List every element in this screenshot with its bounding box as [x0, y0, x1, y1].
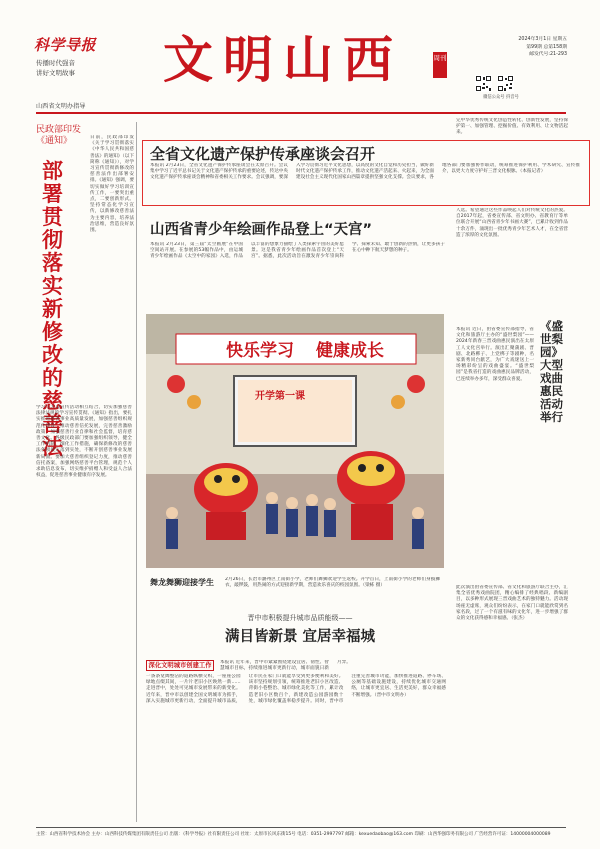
newspaper-logo: 科学导报: [34, 36, 97, 54]
slogan-line: 讲好文明故事: [36, 69, 75, 77]
left-article-headline: 部署贯彻落实新修改的慈善法: [42, 159, 63, 459]
left-article-body-continued: 学习与大众宣传活动相互结合，切实加强慈善法律法规的学习宣传贯彻。《通知》指出，要扎实推进慈善事业高质量发展，加强慈善组织规范化建设，推动慈善信托发展，完善慈善激励政策，加强慈善行业自律和社会监督，培育慈善文化。各级民政部门要加强组织领导，健全工作机制，细化工作措施，确保新修改的慈善法各项规定落到实处，不断开创慈善事业发展新局面。要加大慈善组织登记力度，推动慈善信托备案，加强网络慈善平台管理，规范个人求助信息发布，切实维护捐赠人和受益人合法权益，促进慈善事业健康有序发展。: [36, 405, 132, 479]
issue-date: 2024年3月1日 星期五: [518, 37, 567, 42]
issue-code: 邮发代号:21-293: [529, 52, 567, 58]
screen-text: 开学第一课: [255, 391, 305, 402]
qr-code-icon: [497, 75, 514, 92]
right-column-text: 完中华优秀传统文化创造性转化、创新性发展，坚持保护第一、加强管理、挖掘价值、有效利用、让文物活起来。: [456, 118, 568, 136]
bottom-article-body: 一条条宽阔整洁的道路纵横交织，一座座公园绿地点缀其间，一片片老旧小区焕然一新……走进晋中，处处可见城市发展带来的新变化。近年来，晋中市以创建全国文明城市为抓手，深入实施城市更新行动，全面提升城市品质，让市民在家门口就能享受到更多便利和美好。该市坚持规划引领，统筹推进老旧小区改造、背街小巷整治、城市绿化美化等工作，累计改造老旧小区数百个，新建改造公园游园数十处，城市绿化覆盖率稳步提升。同时，晋中市注重完善城市功能，加快推进道路、停车场、公厕等基础设施建设，持续优化城市交通网络，让城市更宜居、生活更美好，群众幸福感不断增强。（晋中市文明办）: [146, 674, 446, 704]
youth-article-headline: 山西省青少年绘画作品登上“天宫”: [150, 222, 373, 238]
kicker-line: 《通知》: [36, 136, 73, 146]
banner-right: 健康成长: [316, 341, 384, 361]
left-article-body: 日前，民政部印发《关于学习贯彻落实《中华人民共和国慈善法》的通知》（以下简称《通知》），对学习宣传贯彻新修改的慈善法作出部署安排。《通知》强调，要切实做好学习培训宣传工作，一要突出重点，二要创新形式。坚持常态化学习宣传，以新修改慈善法为主要内容，培养法治思维，营造良好氛围。: [90, 135, 134, 234]
section-label: 深化文明城市创建工作: [146, 660, 214, 671]
bottom-article-headline: 满目皆新景 宜居幸福城: [224, 629, 376, 645]
banner-left: 快乐学习: [226, 341, 294, 361]
issue-info: [467, 36, 567, 59]
guide-text: 山西省文明办指导: [36, 103, 86, 110]
school-lion-dance-photo: [146, 314, 444, 568]
kicker-line: 民政部印发: [36, 125, 82, 135]
featured-article-headline: 全省文化遗产保护传承座谈会召开: [150, 145, 376, 163]
masthead-slogan: [36, 58, 126, 78]
bottom-article-lead: 本报讯 近年来，晋中市紧紧围绕建设宜居、韧性、智慧城市目标，持续推进城市更新行动，城市面貌日新月异。: [220, 660, 351, 672]
youth-article-continued: 人选。希望通过这些作品唤起人们对传统文化的热爱。自2017年起，省委宣传部、省文明办、省教育厅等单位联合开展“山西省青少年书画大赛”，已累计收到作品十余万件，涌现出一批优秀青少年艺术人才，在全省营造了浓厚的文化氛围。: [456, 208, 568, 238]
qr-code-icon: [475, 75, 492, 92]
opera-article-continued: 此次演出由省委宣传部、省文化和旅游厅联合主办，汇集全省优秀戏曲院团，精心编排了经典唱段、新编剧目，以多种形式展现三晋戏曲艺术的独特魅力。活动现场座无虚席，观众们纷纷表示，在家门口就能欣赏到名家名段，过了一个有滋有味的文化年，进一步增强了群众的文化获得感和幸福感。（张杰）: [456, 585, 568, 622]
issue-number: 第99期 总第158期: [526, 44, 567, 50]
weekly-badge: 周刊: [433, 52, 447, 78]
news-photo: [146, 314, 444, 568]
page-title: 文明山西: [163, 30, 403, 89]
qr-caption: 微信公众号 抖音号: [483, 95, 519, 100]
footer-divider: [36, 827, 566, 828]
photo-caption: 2月26日，长治市潞州区上南街小学，老师们舞狮欢迎学生返校。开学首日，上南街小学的老师们身披狮衣，敲锣鼓，用热闹的方式迎接新学期，营造欢乐喜庆的校园氛围。（梁栋 摄）: [225, 577, 440, 589]
youth-article-body: 本报讯 2月23日，第三届“太空画展”在中国空间站开展。在参展的53幅作品中，由运城青少年绘画作品《太空中的家园》入选，作品以丰富的想象力描绘了人类探索宇宙的美好愿景。这是我省青少年绘画作品首次登上“天宫”。据悉，此次活动旨在激发青少年崇尚科学、探索未知、敢于创新的热情，让更多孩子在心中种下航天梦想的种子。: [150, 242, 445, 260]
left-article-kicker: [36, 125, 96, 147]
opera-article-headline: 《盛世梨园》大型戏曲惠民活动举行: [540, 319, 563, 424]
opera-article-body: 本报讯 近日，由省委宣传部指导，省文化和旅游厅主办的“盛世梨园”——2024年新春三晋戏曲惠民演出在太原工人文化宫举行。演出汇聚蒲剧、晋剧、北路梆子、上党梆子等剧种，名家新秀同台献艺，为广大戏迷送上一场精彩纷呈的戏曲盛宴。“盛世梨园”是我省打造的戏曲惠民品牌活动，已连续举办多年，深受群众喜爱。: [456, 327, 534, 382]
masthead-divider: [36, 112, 566, 114]
featured-article-body: 本报讯 2月23日，全省文化遗产保护传承座谈会在太原召开。会议集中学习了近平总书记关于文化遗产保护传承的重要论述，传达中央文化遗产保护传承座谈会精神和省委相关工作要求。会议强调，要深入学习贯彻习近平文化思想，以高度的文化自觉和历史担当，做好新时代文化遗产保护传承工作，推动文化遗产活起来、火起来，为全面建设社会主义现代化国家山西篇章提供坚强文化支撑。会议要求，各地各部门要加强协作联动，统筹推进保护利用、学术研究、宣传推介，以更大力度守护好三晋文化根脉。（本报记者）: [150, 163, 580, 181]
slogan-line: 传播时代强音: [36, 59, 75, 67]
bottom-article-kicker: 晋中市积极提升城市品质能级——: [247, 614, 353, 622]
column-divider: [136, 122, 137, 822]
photo-caption-title: 舞龙舞狮迎接学生: [150, 578, 214, 587]
footer-imprint: 主管：山西省科学技术协会 主办：山西科技传媒集团有限责任公司 出版：《科学导报》社有限责任公司 社址：太原市长风东街15号 电话：0351-2997797 邮箱：kexuedaobao@163.com 印刷：山西华强印务有限公司 广告经营许可证：14000004000089: [36, 832, 551, 837]
